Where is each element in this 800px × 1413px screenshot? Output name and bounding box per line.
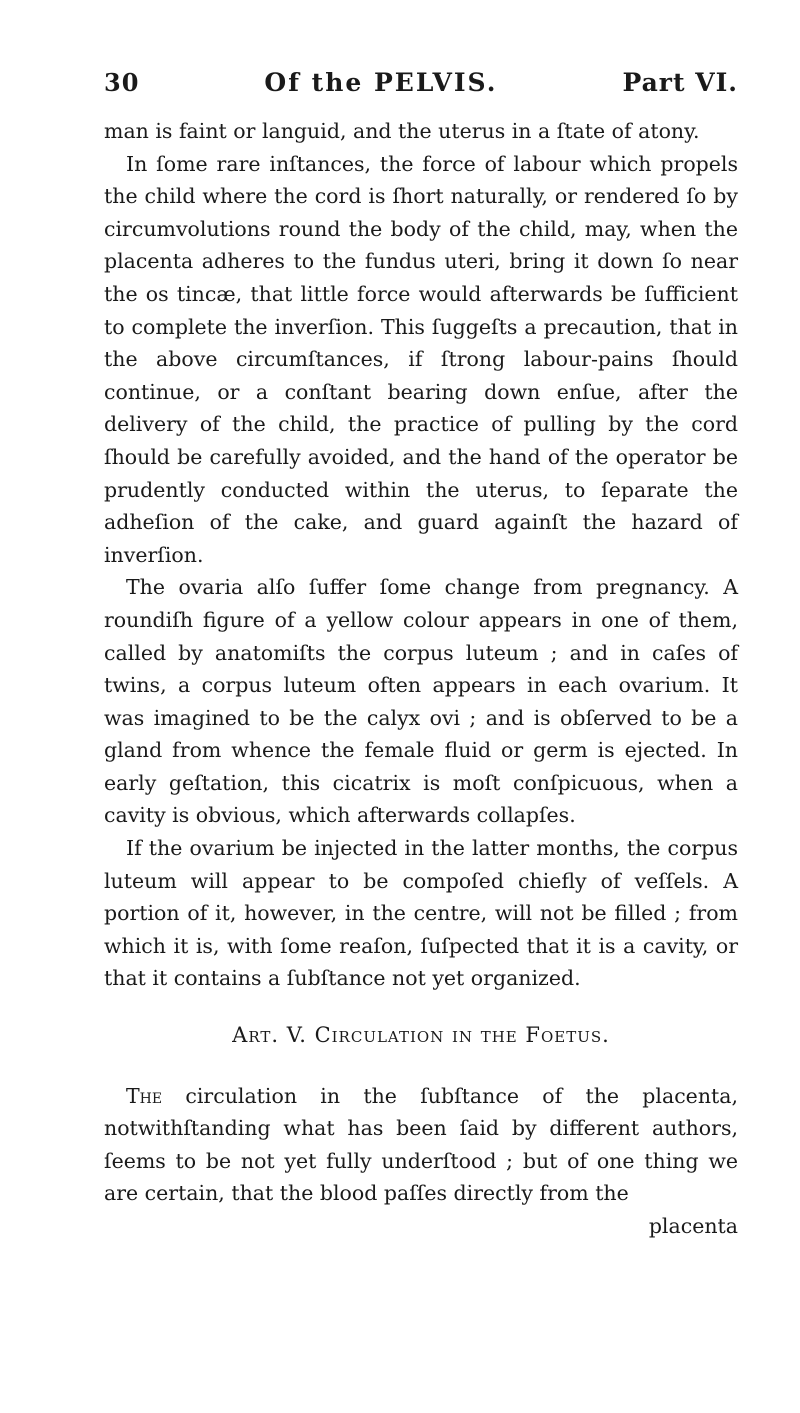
body-text	[104, 115, 738, 1243]
page-number: 30	[104, 68, 140, 97]
paragraph: In ſome rare inſtances, the force of labour which propels the child where the cord is ſhort naturally, or rendered ſo by circumvolutions round the body of the child, may, when the placenta adheres to the fundus uteri, bring it down ſo near the os tincæ, that little force would afterwards be ſufficient to complete the inverſion. This ſuggeſts a precaution, that in the above circumſtances, if ſtrong labour-pains ſhould continue, or a conſtant bearing down enſue, after the delivery of the child, the practice of pulling by the cord ſhould be carefully avoided, and the hand of the operator be prudently conducted within the uterus, to ſeparate the adheſion of the cake, and guard againſt the hazard of inverſion.	[104, 151, 738, 567]
paragraph: man is faint or languid, and the uterus in a ſtate of atony.	[104, 119, 700, 143]
running-title: Of the PELVIS.	[264, 68, 498, 97]
section-heading: Art. V. Circulation in the Foetus.	[232, 1023, 610, 1048]
paragraph-text: circulation in the ſubſtance of the placenta, notwithſtanding what has been ſaid by different authors, ſeems to be not yet fully underſtood ; but of one thing we are certain, that the blood paſſes directly from the	[104, 1083, 738, 1206]
paragraph: If the ovarium be injected in the latter months, the corpus luteum will appear to be compoſed chiefly of veſſels. A portion of it, however, in the centre, will not be filled ; from which it is, with ſome reaſon, ſuſpected that it is a cavity, or that it contains a ſubſtance not yet organized.	[104, 836, 738, 991]
catchword: placenta	[648, 1214, 738, 1238]
paragraph	[104, 1080, 738, 1210]
paragraph: The ovaria alſo ſuffer ſome change from pregnancy. A roundiſh figure of a yellow colour appears in one of them, called by anatomiſts the corpus luteum ; and in caſes of twins, a corpus luteum often appears in each ovarium. It was imagined to be the calyx ovi ; and is obſerved to be a gland from whence the female fluid or germ is ejected. In early geſtation, this cicatrix is moſt conſpicuous, when a cavity is obvious, which afterwards collapſes.	[104, 575, 738, 828]
part-label: Part VI.	[622, 68, 738, 97]
lead-word: The	[126, 1083, 163, 1108]
running-head	[104, 68, 738, 97]
